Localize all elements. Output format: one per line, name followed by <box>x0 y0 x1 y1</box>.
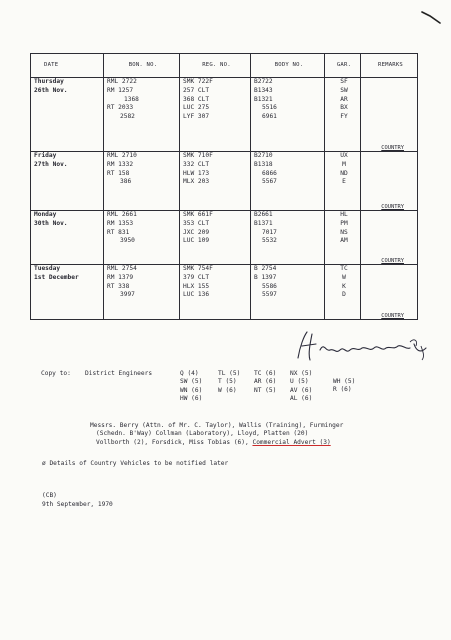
row-garage: TC W K D <box>325 265 361 320</box>
row-reg-no: SMK 710F 332 CLT HLW 173 MLX 203 <box>180 152 251 211</box>
row-date: Monday 30th Nov. <box>31 211 104 265</box>
handwritten-signature <box>290 328 430 366</box>
row-date: Thursday 26th Nov. <box>31 78 104 152</box>
row-reg-no: SMK 754F 379 CLT HLX 155 LUC 136 <box>180 265 251 320</box>
district-column: NX (5) U (5) AV (6) AL (6) <box>290 370 313 403</box>
row-body-no: B 2754 B 1397 5586 5597 <box>251 265 325 320</box>
row-reg-no: SMK 722F 257 CLT 368 CLT LUC 275 LYF 307 <box>180 78 251 152</box>
reference-initials: (CB) <box>42 492 57 499</box>
row-bon-no: RML 2710 RM 1332 RT 158 386 <box>104 152 180 211</box>
remark-country: COUNTRY <box>381 258 404 264</box>
remark-country: COUNTRY <box>381 204 404 210</box>
row-bon-no: RML 2661 RM 1353 RT 831 3950 <box>104 211 180 265</box>
table-row <box>31 78 418 152</box>
row-remarks <box>361 152 418 211</box>
header-body-no: BODY NO. <box>251 54 325 78</box>
row-bon-no: RML 2754 RM 1379 RT 338 3997 <box>104 265 180 320</box>
district-column: WH (5) R (6) <box>333 378 356 394</box>
row-garage: SF SW AR BX FY <box>325 78 361 152</box>
row-garage: UX M ND E <box>325 152 361 211</box>
table-header-row <box>31 54 418 78</box>
header-reg-no: REG. NO. <box>180 54 251 78</box>
district-engineers-label: District Engineers <box>85 370 153 377</box>
table-row <box>31 265 418 320</box>
row-date: Tuesday 1st December <box>31 265 104 320</box>
header-garage: GAR. <box>325 54 361 78</box>
row-remarks <box>361 265 418 320</box>
row-body-no: B2710 B1318 6866 5567 <box>251 152 325 211</box>
header-remarks: REMARKS <box>361 54 418 78</box>
row-body-no: B2661 B1371 7017 5532 <box>251 211 325 265</box>
vehicle-schedule-table <box>30 53 418 320</box>
table-row <box>31 152 418 211</box>
header-date: DATE <box>31 54 104 78</box>
row-garage: HL PM NS AM <box>325 211 361 265</box>
district-column: Q (4) SW (5) WN (6) HW (6) <box>180 370 203 403</box>
district-column: TL (5) T (5) W (6) <box>218 370 241 394</box>
remark-country: COUNTRY <box>381 313 404 319</box>
district-column: TC (6) AR (6) NT (5) <box>254 370 277 394</box>
row-bon-no: RML 2722 RM 1257 1368 RT 2033 2582 <box>104 78 180 152</box>
commercial-advert-underlined: Commercial Advert (3) <box>252 438 331 446</box>
row-reg-no: SMK 661F 353 CLT JXC 209 LUC 109 <box>180 211 251 265</box>
row-date: Friday 27th Nov. <box>31 152 104 211</box>
header-bon-no: BON. NO. <box>104 54 180 78</box>
row-remarks <box>361 211 418 265</box>
corner-pen-mark <box>420 10 442 24</box>
row-body-no: B2722 B1343 B1321 5516 6961 <box>251 78 325 152</box>
table-row <box>31 211 418 265</box>
row-remarks <box>361 78 418 152</box>
copy-to-label: Copy to: <box>41 370 71 377</box>
remark-country: COUNTRY <box>381 145 404 151</box>
footnote: ø Details of Country Vehicles to be notified later <box>42 460 229 467</box>
distribution-list: Messrs. Berry (Attn. of Mr. C. Taylor), Wallis (Training), Furminger (Schedn. B'Way) Collman (Laboratory), Lloyd, Platten (20) Vollborth (2), Forsdick, Miss Tobias (6), Commercial Advert (3) <box>90 422 344 446</box>
document-date: 9th September, 1970 <box>42 501 113 508</box>
